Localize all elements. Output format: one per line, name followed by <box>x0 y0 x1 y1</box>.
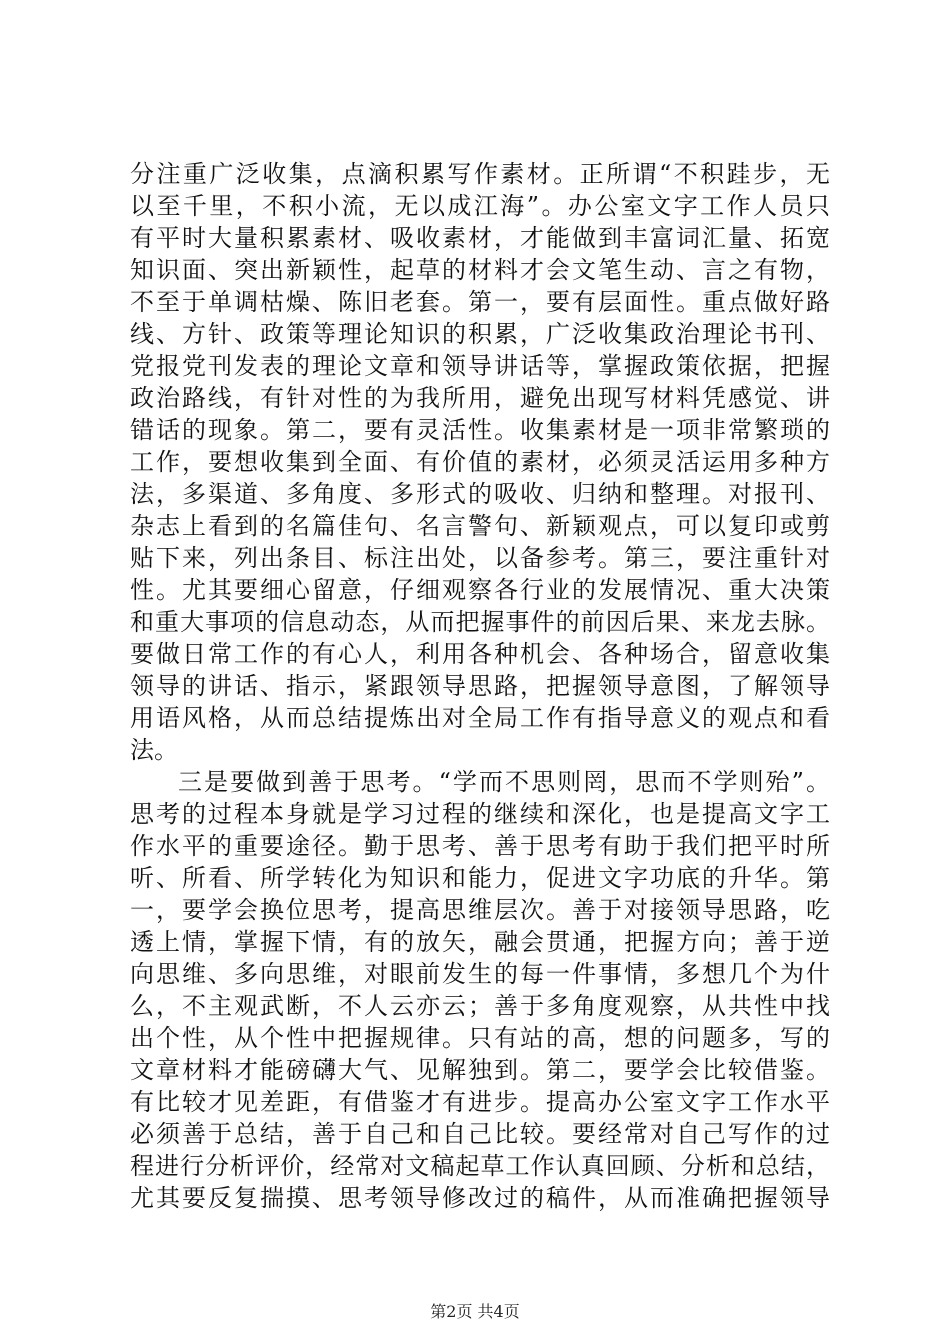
text-line: 作水平的重要途径。勤于思考、善于思考有助于我们把平时所 <box>130 832 830 860</box>
text-line: 一，要学会换位思考，提高思维层次。善于对接领导思路，吃 <box>130 896 830 924</box>
text-line: 有比较才见差距，有借鉴才有进步。提高办公室文字工作水平 <box>130 1088 830 1116</box>
text-line: 性。尤其要细心留意，仔细观察各行业的发展情况、重大决策 <box>130 576 830 604</box>
text-line: 有平时大量积累素材、吸收素材，才能做到丰富词汇量、拓宽 <box>130 224 830 252</box>
text-line: 以至千里，不积小流，无以成江海”。办公室文字工作人员只 <box>130 192 830 220</box>
text-line: 透上情，掌握下情，有的放矢，融会贯通，把握方向；善于逆 <box>130 928 830 956</box>
text-line: 分注重广泛收集，点滴积累写作素材。正所谓“不积跬步，无 <box>130 160 830 188</box>
text-line: 思考的过程本身就是学习过程的继续和深化，也是提高文字工 <box>130 800 830 828</box>
text-line: 领导的讲话、指示，紧跟领导思路，把握领导意图，了解领导 <box>130 672 830 700</box>
text-line: 政治路线，有针对性的为我所用，避免出现写材料凭感觉、讲 <box>130 384 830 412</box>
text-line: 知识面、突出新颖性，起草的材料才会文笔生动、言之有物， <box>130 256 830 284</box>
paragraph-1 <box>130 158 830 766</box>
text-line: 线、方针、政策等理论知识的积累，广泛收集政治理论书刊、 <box>130 320 830 348</box>
text-line: 杂志上看到的名篇佳句、名言警句、新颖观点，可以复印或剪 <box>130 512 830 540</box>
text-line: 文章材料才能磅礴大气、见解独到。第二，要学会比较借鉴。 <box>130 1056 830 1084</box>
body-text <box>130 158 830 1214</box>
text-line: 法。 <box>130 736 178 764</box>
text-line: 党报党刊发表的理论文章和领导讲话等，掌握政策依据，把握 <box>130 352 830 380</box>
page-number-footer: 第2页 共4页 <box>430 1302 520 1321</box>
text-line: 要做日常工作的有心人，利用各种机会、各种场合，留意收集 <box>130 640 830 668</box>
text-line: 向思维、多向思维，对眼前发生的每一件事情，多想几个为什 <box>130 960 830 988</box>
text-line: 程进行分析评价，经常对文稿起草工作认真回顾、分析和总结， <box>130 1152 830 1180</box>
text-line: 法，多渠道、多角度、多形式的吸收、归纳和整理。对报刊、 <box>130 480 830 508</box>
text-line: 么，不主观武断，不人云亦云；善于多角度观察，从共性中找 <box>130 992 830 1020</box>
text-line: 和重大事项的信息动态，从而把握事件的前因后果、来龙去脉。 <box>130 608 830 636</box>
text-line: 必须善于总结，善于自己和自己比较。要经常对自己写作的过 <box>130 1120 830 1148</box>
text-line: 贴下来，列出条目、标注出处，以备参考。第三，要注重针对 <box>130 544 830 572</box>
paragraph-2 <box>130 766 830 1214</box>
text-line: 错话的现象。第二，要有灵活性。收集素材是一项非常繁琐的 <box>130 416 830 444</box>
text-line: 不至于单调枯燥、陈旧老套。第一，要有层面性。重点做好路 <box>130 288 830 316</box>
text-line: 听、所看、所学转化为知识和能力，促进文字功底的升华。第 <box>130 864 830 892</box>
text-line: 三是要做到善于思考。“学而不思则罔，思而不学则殆”。 <box>178 768 830 796</box>
text-line: 出个性，从个性中把握规律。只有站的高，想的问题多，写的 <box>130 1024 830 1052</box>
text-line: 尤其要反复揣摸、思考领导修改过的稿件，从而准确把握领导 <box>130 1184 830 1212</box>
text-line: 用语风格，从而总结提炼出对全局工作有指导意义的观点和看 <box>130 704 830 732</box>
text-line: 工作，要想收集到全面、有价值的素材，必须灵活运用多种方 <box>130 448 830 476</box>
